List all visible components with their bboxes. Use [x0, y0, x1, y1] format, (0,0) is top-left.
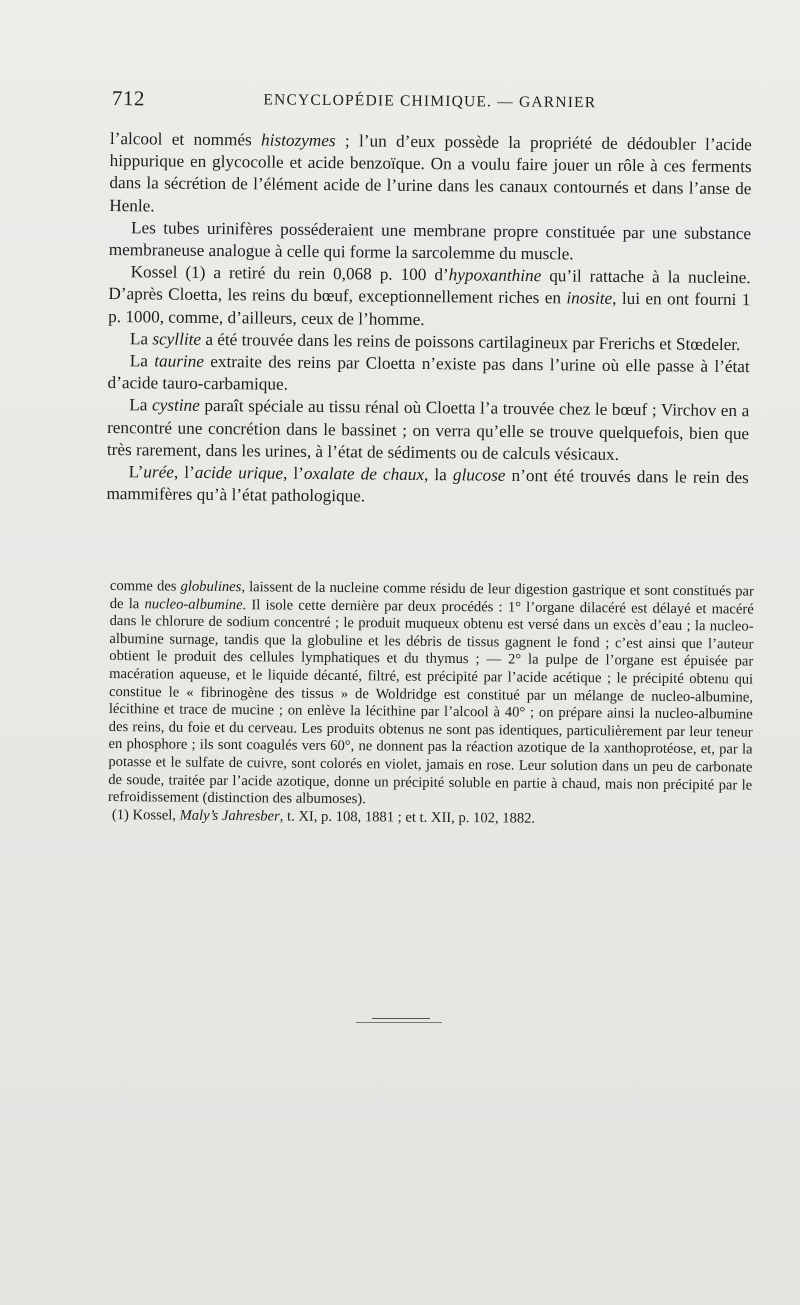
paragraph-kossel: Kossel (1) a retiré du rein 0,068 p. 100 d’hypoxanthine qu’il rattache à la nucleine. D’après Cloetta, les reins du bœuf, exceptionnellement riches en inosite, lui en ont fourni 1 p. 1000, comme, d’ailleurs, ceux de l’homme. [108, 262, 751, 329]
end-rule [372, 1018, 430, 1019]
main-text [106, 128, 752, 512]
note-continuation: comme des globulines, laissent de la nucleine comme résidu de leur digestion gastrique et sont constitués par de la nucleo-albumine. Il isole cette dernière par deux procédés : 1° l’organe dilacéré est délayé et macéré dans le chlorure de sodium concentré ; le produit muqueux obtenu est versé dans un excès d’eau ; la nucleo-albumine surnage, tandis que la globuline et les débris de tissus gagnent le fond ; c’est ainsi que l’auteur obtient le produit des cellules lymphatiques et du thymus ; — 2° la pulpe de l’organe est épuisée par macération aqueuse, et le liquide décanté, filtré, est précipité par l’acide acétique ; le précipité obtenu qui constitue le « fibrinogène des tissus » de Woldridge est constitué par un mélange de nucleo-albumine, lécithine et trace de mucine ; on enlève la lécithine par l’alcool à 40° ; on prépare ainsi la nucleo-albumine des reins, du foie et du cerveau. Les produits obtenus ne sont pas identiques, particulièrement par leur teneur en phosphore ; ils sont coagulés vers 60°, ne donnent pas la réaction azotique de la xanthoprotéose, et, par la potasse et le sulfate de cuivre, sont colorés en violet, jamais en rose. Leur solution dans un peu de carbonate de soude, traitée par l’acide azotique, donne un précipité soluble en partie à chaud, mais non précipité par le refroidissement (distinction des albumoses). [108, 578, 754, 808]
page-header [110, 86, 750, 118]
paragraph-histozymes: l’alcool et nommés histozymes ; l’un d’eux possède la propriété de dédoubler l’acide hippurique en glycocolle et acide benzoïque. On a voulu faire jouer un rôle à ces ferments dans la sécrétion de l’élément acide de l’urine dans les canaux contournés et dans l’anse de Henle. [109, 128, 752, 216]
page-number: 712 [111, 86, 145, 111]
running-head: ENCYCLOPÉDIE CHIMIQUE. — GARNIER [263, 91, 597, 112]
paragraph-scyllite: La scyllite a été trouvée dans les reins de poissons cartilagineux par Frerichs et Stœdeler. [129, 329, 741, 354]
paragraph-cystine: La cystine paraît spéciale au tissu rénal où Cloetta l’a trouvée chez le bœuf ; Virchov en a rencontré une concrétion dans le bassinet ; on verra qu’elle se trouve quelquefois, bien que très rarement, dans les urines, à l’état de sédiments ou de calculs vésicaux. [106, 395, 750, 464]
end-rule-lower [356, 1022, 442, 1023]
paragraph-taurine: La taurine extraite des reins par Cloetta n’existe pas dans l’urine où elle passe à l’état d’acide tauro-carbamique. [107, 351, 750, 394]
footnotes [108, 578, 754, 830]
footnote-kossel: (1) Kossel, Maly’s Jahresber, t. XI, p. 108, 1881 ; et t. XII, p. 102, 1882. [111, 806, 536, 827]
paragraph-uree: L’urée, l’acide urique, l’oxalate de chaux, la glucose n’ont été trouvés dans le rein des mammifères qu’à l’état pathologique. [106, 462, 749, 506]
paragraph-tubes: Les tubes urinifères posséderaient une membrane propre constituée par une substance membraneuse analogue à celle qui forme la sarcolemme du muscle. [108, 218, 752, 264]
